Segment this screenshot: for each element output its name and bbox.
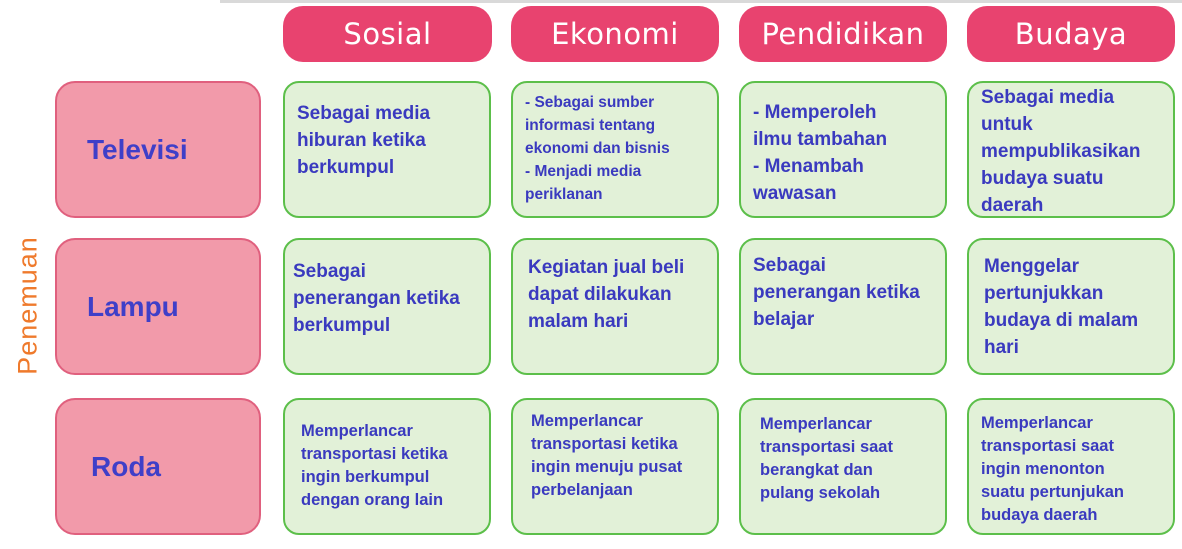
cell-lampu-sosial: [283, 238, 491, 375]
cell-text: Sebagai penerangan ketika berkumpul: [293, 261, 460, 336]
cell-text: - Memperoleh ilmu tambahan - Menambah wawasan: [753, 102, 888, 204]
row-label: Roda: [91, 450, 161, 482]
row-header-televisi: [55, 81, 261, 218]
top-divider-line: [220, 0, 1182, 3]
column-header-pendidikan: Pendidikan: [739, 6, 947, 62]
cell-roda-ekonomi: [511, 398, 719, 535]
cell-text: Memperlancar transportasi ketika ingin berkumpul dengan orang lain: [301, 422, 448, 509]
cell-televisi-ekonomi: [511, 81, 719, 218]
cell-text: Memperlancar transportasi ketika ingin menuju pusat perbelanjaan: [531, 412, 683, 499]
cell-text: Memperlancar transportasi saat ingin menonton suatu pertunjukan budaya daerah: [981, 414, 1125, 524]
side-label-penemuan: Penemuan: [12, 236, 43, 375]
column-header-budaya: Budaya: [967, 6, 1175, 62]
cell-text: Sebagai media hiburan ketika berkumpul: [297, 103, 431, 178]
cell-text: Memperlancar transportasi saat berangkat dan pulang sekolah: [760, 415, 893, 502]
row-label: Lampu: [87, 290, 179, 322]
cell-televisi-budaya: [967, 81, 1175, 218]
row-header-roda: [55, 398, 261, 535]
cell-roda-budaya: [967, 398, 1175, 535]
row-header-lampu: [55, 238, 261, 375]
cell-text: - Sebagai sumber informasi tentang ekonomi dan bisnis - Menjadi media periklanan: [525, 94, 670, 203]
cell-roda-sosial: [283, 398, 491, 535]
cell-roda-pendidikan: [739, 398, 947, 535]
cell-text: Sebagai penerangan ketika belajar: [753, 255, 920, 330]
column-header-sosial: Sosial: [283, 6, 492, 62]
cell-televisi-pendidikan: [739, 81, 947, 218]
row-label: Televisi: [87, 133, 188, 165]
cell-lampu-ekonomi: [511, 238, 719, 375]
column-header-ekonomi: Ekonomi: [511, 6, 719, 62]
cell-text: Menggelar pertunjukkan budaya di malam hari: [984, 256, 1139, 358]
cell-lampu-budaya: [967, 238, 1175, 375]
cell-televisi-sosial: [283, 81, 491, 218]
cell-text: Kegiatan jual beli dapat dilakukan malam hari: [528, 257, 685, 332]
cell-text: Sebagai media untuk mempublikasikan budaya suatu daerah: [981, 87, 1141, 216]
cell-lampu-pendidikan: [739, 238, 947, 375]
